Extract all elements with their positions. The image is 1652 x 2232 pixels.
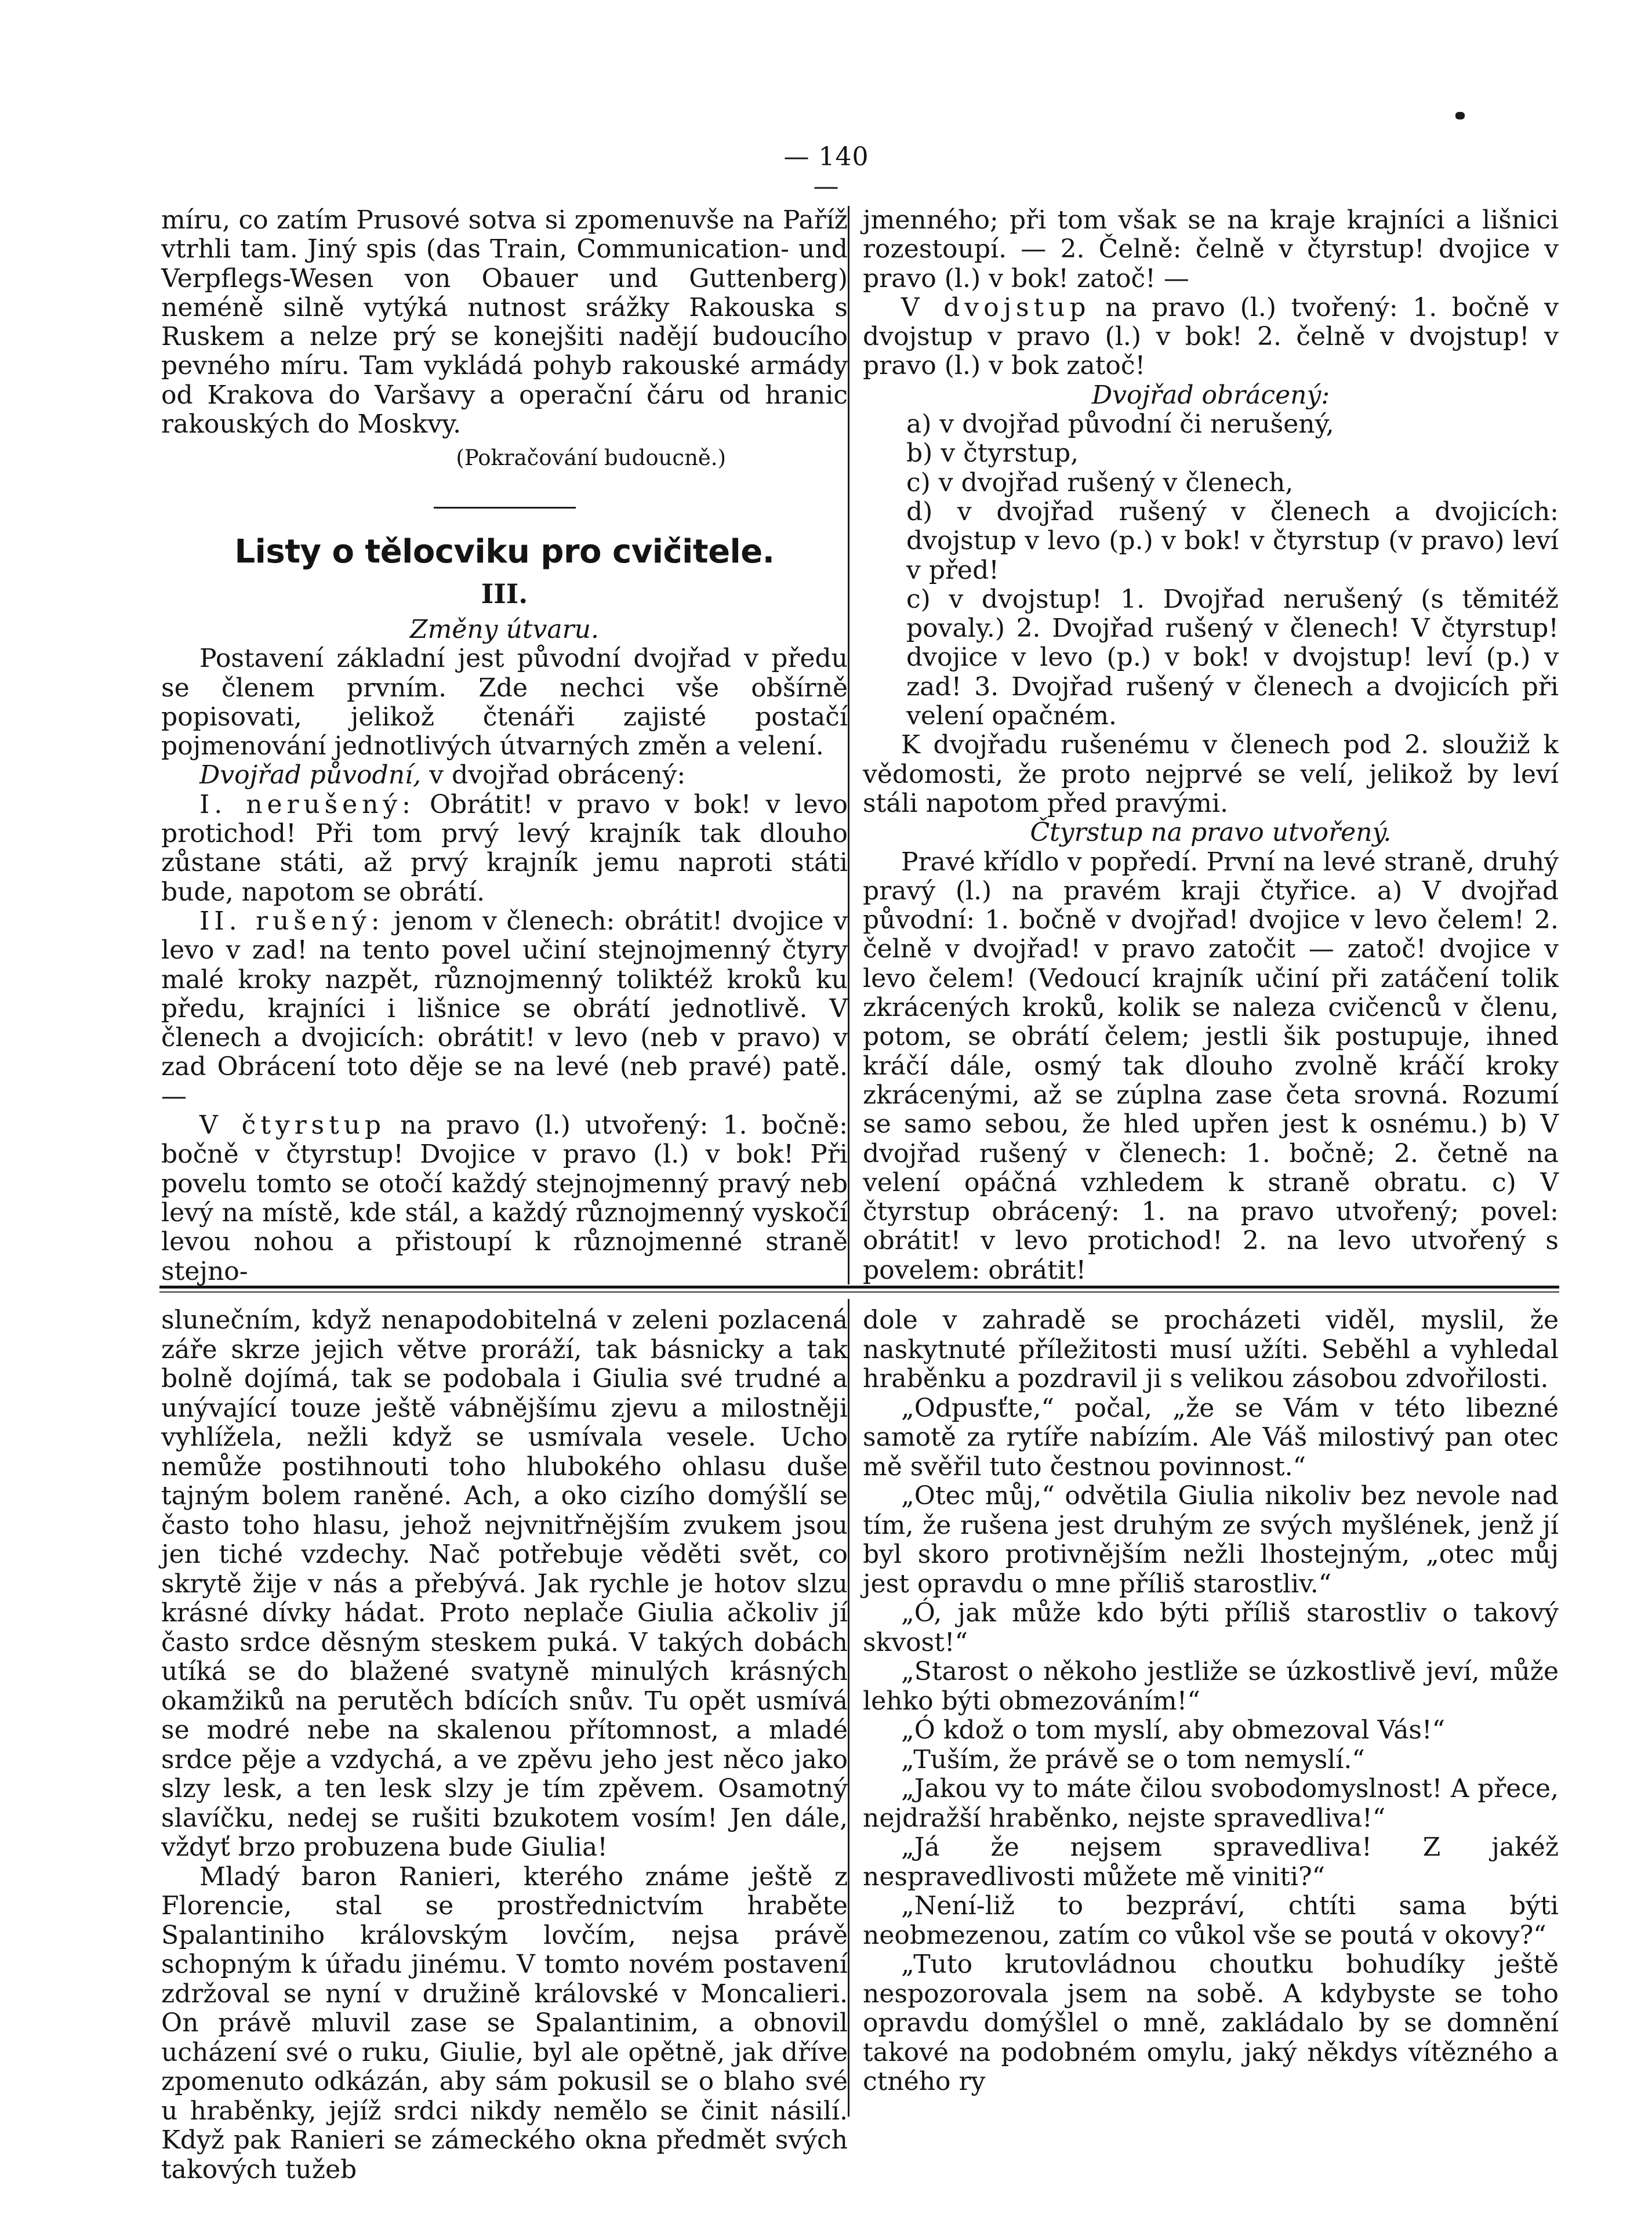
paragraph: „Já že nejsem spravedliva! Z jakéž nespravedlivosti můžete mě viniti?“ bbox=[863, 1832, 1559, 1892]
text: jenom v členech: obrátit! dvojice v levo v zad! na tento povel učiní stejnojmenný čtyry malé kroky nazpět, různojmenný toliktéž kroků ku předu, krajníci i lišnice se obrátí jednotlivě. V členech a dvojicích: obrátit! v levo (neb v pravo) v zad Obrácení toto děje se na levé (neb pravé) patě. — bbox=[161, 906, 848, 1111]
text: na pravo (l.) utvořený: 1. bočně: bočně v čtyrstup! Dvojice v pravo (l.) v bok! Při povelu tomto se otočí každý stejnojmenný pravý neb levý na místě, kde stál, a každý různojmenný vyskočí levou nohou a přistoupí k různojmenné straně stejno- bbox=[161, 1110, 848, 1286]
list-item: b) v čtyrstup, bbox=[906, 438, 1079, 469]
text: v dvojřad obrácený: bbox=[421, 760, 686, 790]
paragraph: jmenného; při tom však se na kraje krajníci a lišnici rozestoupí. — 2. Čelně: čelně v čtyrstup! dvojice v pravo (l.) v bok! zatoč! — bbox=[863, 205, 1559, 293]
subheading: Čtyrstup na pravo utvořený. bbox=[1030, 818, 1392, 848]
continuation-note: (Pokračování budoucně.) bbox=[456, 445, 726, 471]
spaced-term: V čtyrstup bbox=[199, 1110, 386, 1141]
column-divider-top bbox=[848, 206, 849, 1284]
paragraph: dole v zahradě se procházeti viděl, myslil, že naskytnuté příležitosti musí užíti. Seběhl a vyhledal hraběnku a pozdravil ji s velikou zásobou zdvořilosti. bbox=[863, 1305, 1559, 1393]
spaced-term: II. rušený: bbox=[199, 906, 384, 936]
top-right-column bbox=[863, 206, 1559, 1285]
paragraph: „Jakou vy to máte čilou svobodomyslnost! A přece, nejdražší hraběnko, nejste spravedliva!“ bbox=[863, 1774, 1559, 1833]
spaced-term: V dvojstup bbox=[901, 292, 1091, 322]
paragraph: Postavení základní jest původní dvojřad v předu se členem prvním. Zde nechci vše obšírně popisovati, jelikož čtenáři zajisté postačí pojmenování jednotlivých útvarných změn a velení. bbox=[161, 644, 848, 761]
paragraph: „Otec můj,“ odvětila Giulia nikoliv bez nevole nad tím, že rušena jest druhým ze svých myšlének, jenž jí byl skoro protivnějším nežli lhostejným, „otec můj jest opravdu o mne příliš starostliv.“ bbox=[863, 1481, 1559, 1599]
section-separator-rule bbox=[159, 1286, 1559, 1289]
list-item: c) v dvojřad rušený v členech, bbox=[906, 467, 1294, 498]
top-left-column bbox=[161, 206, 848, 1286]
paragraph bbox=[161, 790, 848, 907]
paragraph: „Tuším, že právě se o tom nemyslí.“ bbox=[901, 1744, 1365, 1774]
paragraph bbox=[161, 1111, 848, 1286]
article-heading: Listy o tělocviku pro cvičitele. bbox=[234, 532, 775, 571]
paragraph bbox=[161, 761, 848, 790]
list-item: d) v dvojřad rušený v členech a dvojicích: dvojstup v levo (p.) v bok! v čtyrstup (v pravo) leví v před! bbox=[906, 496, 1559, 585]
paragraph: „Starost o někoho jestliže se úzkostlivě jeví, může lehko býti obmezováním!“ bbox=[863, 1657, 1559, 1716]
paragraph: K dvojřadu rušenému v členech pod 2. sloužiž k vědomosti, že proto nejprvé se velí, jelikož by leví stáli napotom před pravými. bbox=[863, 730, 1559, 818]
corner-dot-mark bbox=[1455, 112, 1465, 119]
paragraph bbox=[863, 293, 1559, 381]
spaced-term: I. nerušený: bbox=[199, 789, 415, 819]
column-divider-bottom bbox=[848, 1299, 849, 2117]
paragraph: míru, co zatím Prusové sotva si zpomenuvše na Paříž vtrhli tam. Jiný spis (das Train, Communication- und Verpflegs-Wesen von Obauer und Guttenberg) neméně silně vytýká nutnost srážky Rakouska s Ruskem a nelze prý se konejšiti nadějí budoucího pevného míru. Tam vykládá pohyb rakouské armády od Krakova do Varšavy a operační čáru od hranic rakouských do Moskvy. bbox=[161, 205, 848, 440]
section-separator-rule-thin bbox=[159, 1291, 1559, 1293]
paragraph: „Odpusťte,“ počal, „že se Vám v této libezné samotě za rytíře nabízím. Ale Váš milostivý pan otec mě svěřil tuto čestnou povinnost.“ bbox=[863, 1393, 1559, 1482]
text: na pravo (l.) tvořený: 1. bočně v dvojstup v pravo (l.) v bok! 2. čelně v dvojstup! v pravo (l.) v bok zatoč! bbox=[863, 292, 1559, 381]
italic-term: Dvojřad původní, bbox=[199, 760, 422, 790]
section-divider bbox=[434, 507, 576, 509]
page-number: — 140 — bbox=[783, 142, 869, 201]
paragraph: „Ó kdož o tom myslí, aby obmezoval Vás!“ bbox=[901, 1715, 1446, 1745]
paragraph: slunečním, když nenapodobitelná v zeleni pozlacená záře skrze jejich větve proráží, tak básnicky a tak bolně dojímá, tak se podobala i Giulia své trudné a unývající touze ještě vábnějšímu zjevu a milostněji vyhlížela, nežli když se usmívala vesele. Ucho nemůže postihnouti toho hlubokého ohlasu duše tajným bolem raněné. Ach, a oko cizího domýšlí se často toho hlasu, jehož nejvnitřnějším zvukem jsou jen tiché vzdechy. Nač potřebuje věděti svět, co skrytě žije v nás a přebývá. Jak rychle je hotov slzu krásné dívky hádat. Proto neplače Giulia ačkoliv jí často srdce děsným steskem puká. V takých dobách utíká se do blažené svatyně minulých krásných okamžiků na perutěch bdících snův. Tu opět usmívá se modré nebe na skalenou přítomnost, a mladé srdce pěje a vzdychá, a ve zpěvu jeho jest něco jako slzy lesk, a ten lesk slzy je tím zpěvem. Osamotný slavíčku, nedej se rušiti bzukotem vosím! Jen dále, vždyť brzo probuzena bude Giulia! bbox=[161, 1305, 848, 1862]
text: Obrátit! v pravo v bok! v levo protichod! Při tom prvý levý krajník tak dlouho zůstane státi, až prvý krajník jemu naproti státi bude, napotom se obrátí. bbox=[161, 789, 848, 907]
paragraph: „Ó, jak může kdo býti příliš starostliv o takový skvost!“ bbox=[863, 1598, 1559, 1657]
paragraph: Pravé křídlo v popředí. První na levé straně, druhý pravý (l.) na pravém kraji čtyřice. a) V dvojřad původní: 1. bočně v dvojřad! dvojice v levo čelem! 2. čelně v dvojřad! v pravo zatočit — zatoč! dvojice v levo čelem! (Vedoucí krajník učiní při zatáčení tolik zkrácených kroků, kolik se naleza cvičenců v členu, potom, se obrátí čelem; jestli šik postupuje, ihned kráčí dále, osmý tak dlouho zvolně kráčí kroky zkrácenými, až se zúplna zase četa srovná. Rozumí se samo sebou, že hled upřen jest k osnému.) b) V dvojřad rušený v členech: 1. bočně; 2. četně na velení opáčná vzhledem k straně obratu. c) V čtyrstup obrácený: 1. na pravo utvořený; povel: obrátit! v levo protichod! 2. na levo utvořený s povelem: obrátit! bbox=[863, 847, 1559, 1285]
paragraph bbox=[161, 907, 848, 1111]
list-item: a) v dvojřad původní či nerušený, bbox=[906, 409, 1334, 440]
section-number: III. bbox=[481, 578, 528, 609]
paragraph: Mladý baron Ranieri, kterého známe ještě z Florencie, stal se prostřednictvím hraběte Spalantiniho královským lovčím, nejsa právě schopným k úřadu jinému. V tomto novém postavení zdržoval se nyní v družině královské v Moncalieri. On právě mluvil zase se Spalantinim, a obnovil ucházení své o ruku, Giulie, byl ale opětně, jak dříve zpomenuto odkázán, aby sám pokusil se o blaho své u hraběnky, jejíž srdci nikdy nemělo se činit násilí. Když pak Ranieri se zámeckého okna předmět svých takových tužeb bbox=[161, 1861, 848, 2184]
subheading: Dvojřad obrácený: bbox=[1091, 380, 1330, 410]
bottom-left-column bbox=[161, 1306, 848, 2184]
paragraph: „Není-liž to bezpráví, chtíti sama býti neobmezenou, zatím co vůkol vše se poutá v okovy?“ bbox=[863, 1891, 1559, 1950]
subheading: Změny útvaru. bbox=[410, 614, 599, 644]
bottom-right-column bbox=[863, 1306, 1559, 2097]
paragraph: c) v dvojstup! 1. Dvojřad nerušený (s těmitéž povaly.) 2. Dvojřad rušený v členech! V čtyrstup! dvojice v levo (p.) v bok! v dvojstup! leví (p.) v zad! 3. Dvojřad rušený v členech a dvojicích při velení opačném. bbox=[906, 584, 1559, 731]
paragraph: „Tuto krutovládnou choutku bohudíky ještě nespozorovala jsem na sobě. A kdybyste se toho opravdu domýšlel o mně, zakládalo by se domnění takové na podobném omylu, jaký někdys vítězného a ctného ry bbox=[863, 1950, 1559, 2096]
